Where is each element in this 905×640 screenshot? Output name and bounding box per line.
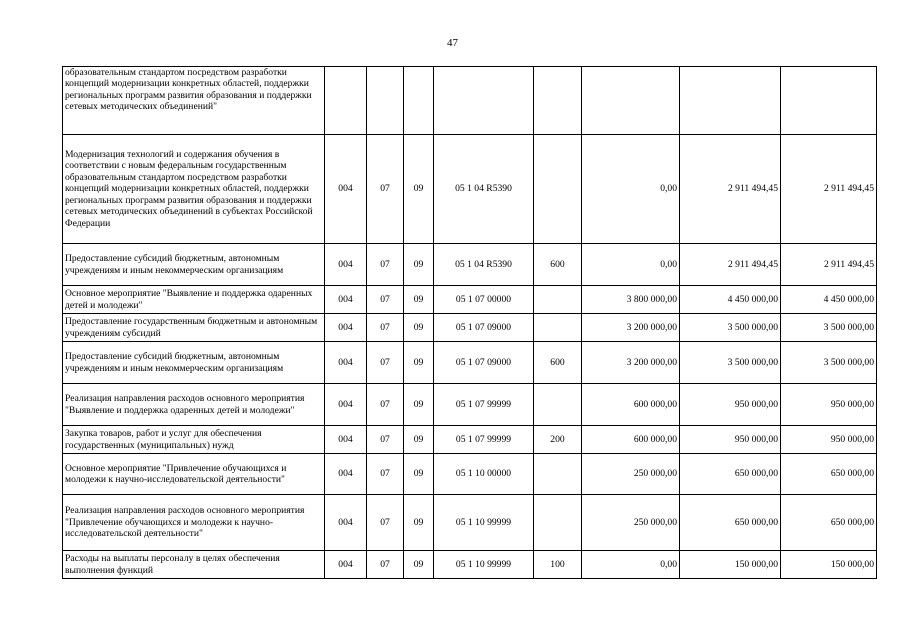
amount-year-1: 0,00 xyxy=(582,551,680,579)
amount-year-1: 3 200 000,00 xyxy=(582,314,680,342)
expense-type-code xyxy=(534,286,582,314)
section-code: 07 xyxy=(367,454,404,495)
amount-year-2: 3 500 000,00 xyxy=(680,342,781,384)
amount-year-2: 650 000,00 xyxy=(680,454,781,495)
section-code xyxy=(367,67,404,135)
table-row xyxy=(63,67,877,135)
row-description: Модернизация технологий и содержания обучения в соответствии с новым федеральным государственным образовательным стандартом посредством разработки концепций модернизации конкретных областей, поддержки региональных программ развития образования и поддержки сетевых методических объединений в субъектах Российской Федерации xyxy=(63,135,325,244)
section-code: 07 xyxy=(367,551,404,579)
subsection-code: 09 xyxy=(404,314,434,342)
section-code: 07 xyxy=(367,342,404,384)
table-row xyxy=(63,454,877,495)
budget-table xyxy=(62,66,877,579)
amount-year-3: 4 450 000,00 xyxy=(781,286,877,314)
subsection-code: 09 xyxy=(404,551,434,579)
row-description: Предоставление государственным бюджетным и автономным учреждениям субсидий xyxy=(63,314,325,342)
table-row xyxy=(63,342,877,384)
row-description: Предоставление субсидий бюджетным, автономным учреждениям и иным некоммерческим организациям xyxy=(63,244,325,286)
target-code: 05 1 10 00000 xyxy=(434,454,534,495)
ministry-code: 004 xyxy=(325,454,367,495)
target-code: 05 1 10 99999 xyxy=(434,551,534,579)
ministry-code: 004 xyxy=(325,244,367,286)
amount-year-1: 600 000,00 xyxy=(582,384,680,426)
expense-type-code xyxy=(534,384,582,426)
expense-type-code xyxy=(534,135,582,244)
subsection-code: 09 xyxy=(404,426,434,454)
subsection-code: 09 xyxy=(404,244,434,286)
ministry-code: 004 xyxy=(325,314,367,342)
section-code: 07 xyxy=(367,495,404,551)
section-code: 07 xyxy=(367,314,404,342)
section-code: 07 xyxy=(367,286,404,314)
amount-year-2: 2 911 494,45 xyxy=(680,244,781,286)
amount-year-3: 950 000,00 xyxy=(781,426,877,454)
expense-type-code: 100 xyxy=(534,551,582,579)
expense-type-code xyxy=(534,495,582,551)
row-description: Реализация направления расходов основного мероприятия "Привлечение обучающихся и молодежи к научно-исследовательской деятельности" xyxy=(63,495,325,551)
table-row xyxy=(63,314,877,342)
expense-type-code xyxy=(534,67,582,135)
amount-year-1: 3 200 000,00 xyxy=(582,342,680,384)
row-description: Основное мероприятие "Выявление и поддержка одаренных детей и молодежи" xyxy=(63,286,325,314)
target-code: 05 1 07 99999 xyxy=(434,426,534,454)
subsection-code: 09 xyxy=(404,286,434,314)
expense-type-code: 600 xyxy=(534,244,582,286)
amount-year-1: 250 000,00 xyxy=(582,495,680,551)
amount-year-3: 2 911 494,45 xyxy=(781,135,877,244)
target-code: 05 1 07 09000 xyxy=(434,314,534,342)
target-code: 05 1 07 09000 xyxy=(434,342,534,384)
ministry-code: 004 xyxy=(325,286,367,314)
amount-year-3: 650 000,00 xyxy=(781,454,877,495)
table-row xyxy=(63,135,877,244)
section-code: 07 xyxy=(367,384,404,426)
target-code: 05 1 10 99999 xyxy=(434,495,534,551)
amount-year-1: 3 800 000,00 xyxy=(582,286,680,314)
ministry-code: 004 xyxy=(325,342,367,384)
target-code: 05 1 07 00000 xyxy=(434,286,534,314)
row-description: образовательным стандартом посредством разработки концепций модернизации конкретных областей, поддержки региональных программ развития образования и поддержки сетевых методических объединений" xyxy=(63,67,325,135)
subsection-code: 09 xyxy=(404,495,434,551)
row-description: Реализация направления расходов основного мероприятия "Выявление и поддержка одаренных детей и молодежи" xyxy=(63,384,325,426)
amount-year-1: 250 000,00 xyxy=(582,454,680,495)
table-row xyxy=(63,426,877,454)
table-row xyxy=(63,286,877,314)
table-row xyxy=(63,495,877,551)
target-code: 05 1 07 99999 xyxy=(434,384,534,426)
subsection-code: 09 xyxy=(404,454,434,495)
target-code: 05 1 04 R5390 xyxy=(434,135,534,244)
amount-year-3: 950 000,00 xyxy=(781,384,877,426)
ministry-code: 004 xyxy=(325,495,367,551)
amount-year-1 xyxy=(582,67,680,135)
page-number: 47 xyxy=(447,37,458,49)
amount-year-2: 3 500 000,00 xyxy=(680,314,781,342)
target-code xyxy=(434,67,534,135)
subsection-code: 09 xyxy=(404,342,434,384)
amount-year-1: 600 000,00 xyxy=(582,426,680,454)
ministry-code: 004 xyxy=(325,551,367,579)
ministry-code: 004 xyxy=(325,426,367,454)
expense-type-code xyxy=(534,314,582,342)
amount-year-2: 150 000,00 xyxy=(680,551,781,579)
amount-year-2 xyxy=(680,67,781,135)
row-description: Расходы на выплаты персоналу в целях обеспечения выполнения функций xyxy=(63,551,325,579)
amount-year-3: 2 911 494,45 xyxy=(781,244,877,286)
subsection-code: 09 xyxy=(404,135,434,244)
amount-year-3: 3 500 000,00 xyxy=(781,342,877,384)
expense-type-code: 200 xyxy=(534,426,582,454)
expense-type-code: 600 xyxy=(534,342,582,384)
row-description: Закупка товаров, работ и услуг для обеспечения государственных (муниципальных) нужд xyxy=(63,426,325,454)
ministry-code xyxy=(325,67,367,135)
table-row xyxy=(63,384,877,426)
subsection-code xyxy=(404,67,434,135)
amount-year-2: 4 450 000,00 xyxy=(680,286,781,314)
expense-type-code xyxy=(534,454,582,495)
row-description: Предоставление субсидий бюджетным, автономным учреждениям и иным некоммерческим организациям xyxy=(63,342,325,384)
ministry-code: 004 xyxy=(325,135,367,244)
amount-year-2: 650 000,00 xyxy=(680,495,781,551)
table-row xyxy=(63,551,877,579)
section-code: 07 xyxy=(367,426,404,454)
table-row xyxy=(63,244,877,286)
amount-year-2: 950 000,00 xyxy=(680,426,781,454)
amount-year-2: 950 000,00 xyxy=(680,384,781,426)
amount-year-1: 0,00 xyxy=(582,135,680,244)
subsection-code: 09 xyxy=(404,384,434,426)
amount-year-3: 3 500 000,00 xyxy=(781,314,877,342)
target-code: 05 1 04 R5390 xyxy=(434,244,534,286)
row-description: Основное мероприятие "Привлечение обучающихся и молодежи к научно-исследовательской деятельности" xyxy=(63,454,325,495)
ministry-code: 004 xyxy=(325,384,367,426)
amount-year-3: 650 000,00 xyxy=(781,495,877,551)
amount-year-1: 0,00 xyxy=(582,244,680,286)
amount-year-3: 150 000,00 xyxy=(781,551,877,579)
section-code: 07 xyxy=(367,244,404,286)
amount-year-3 xyxy=(781,67,877,135)
section-code: 07 xyxy=(367,135,404,244)
amount-year-2: 2 911 494,45 xyxy=(680,135,781,244)
